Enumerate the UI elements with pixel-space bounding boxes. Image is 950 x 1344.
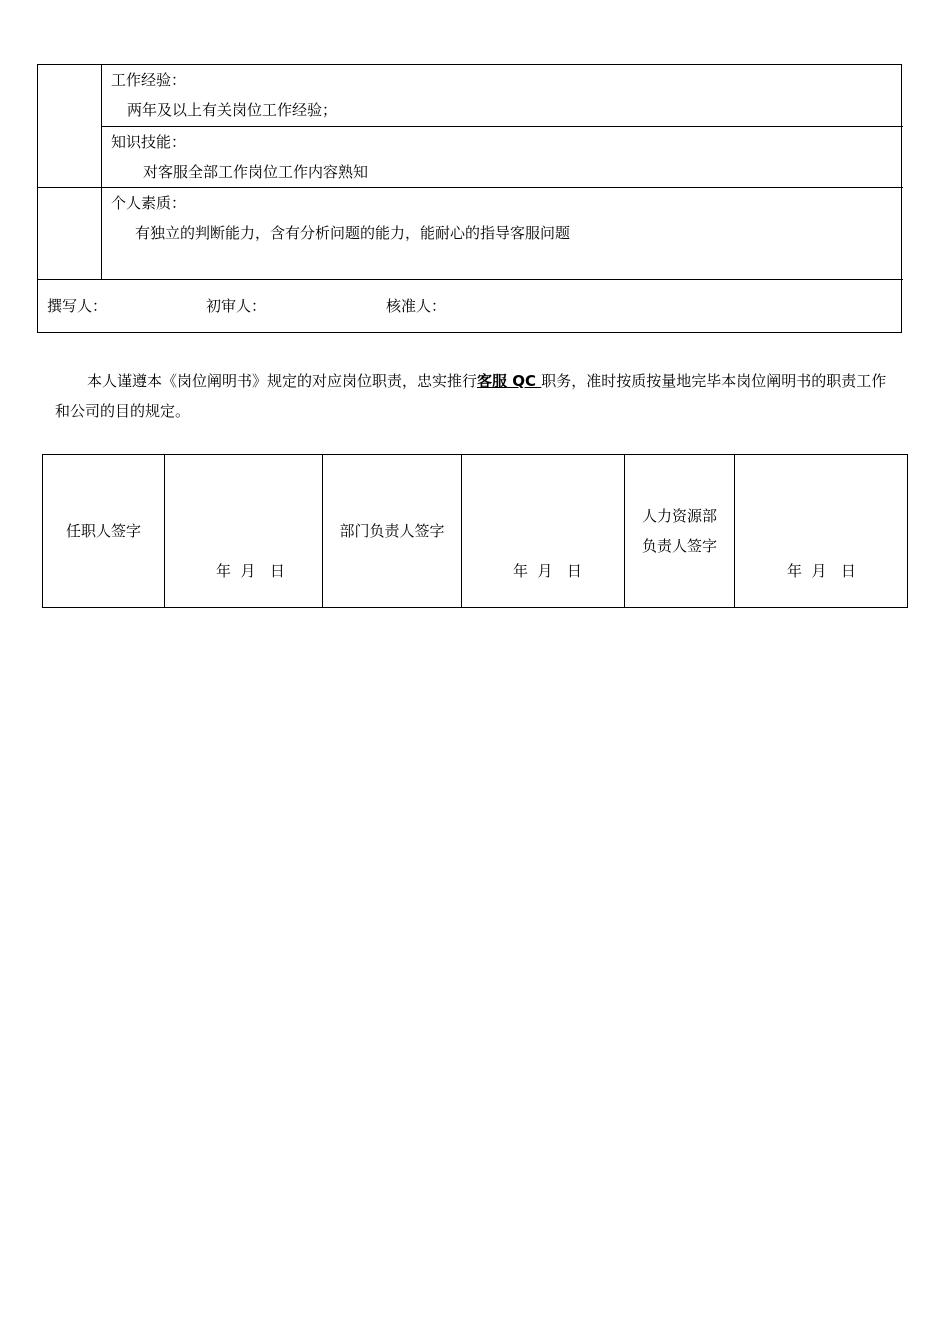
employee-signature-date: 年 月 日 xyxy=(216,562,285,580)
dept-signature-label: 部门负责人签字 xyxy=(339,522,445,540)
requirements-table xyxy=(37,64,902,333)
statement-after: 职务，准时按质按量地完毕本岗位阐明书的职责工作和公司的目的规定。 xyxy=(55,372,887,420)
approver-label: 核准人： xyxy=(386,297,447,315)
skills-title: 知识技能： xyxy=(111,133,187,151)
row-divider xyxy=(38,187,903,188)
dept-signature-date: 年 月 日 xyxy=(513,562,582,580)
signature-table xyxy=(42,454,908,608)
hr-signature-date: 年 月 日 xyxy=(787,562,856,580)
column-divider xyxy=(461,455,462,607)
reviewer-label: 初审人： xyxy=(206,297,267,315)
writer-label: 撰写人： xyxy=(47,297,108,315)
statement-before: 本人谨遵本《岗位阐明书》规定的对应岗位职责，忠实推行 xyxy=(87,372,478,390)
hr-signature-label-line1: 人力资源部 xyxy=(641,507,717,525)
skills-text: 对客服全部工作岗位工作内容熟知 xyxy=(143,163,369,181)
quality-text: 有独立的判断能力，含有分析问题的能力，能耐心的指导客服问题 xyxy=(135,224,571,242)
hr-signature-label-line2: 负责人签字 xyxy=(641,537,717,555)
employee-signature-label: 任职人签字 xyxy=(65,522,141,540)
column-divider xyxy=(164,455,165,607)
row-divider xyxy=(38,279,903,280)
experience-title: 工作经验： xyxy=(111,71,187,89)
row-divider xyxy=(101,126,903,127)
statement-paragraph xyxy=(55,366,900,426)
table-divider xyxy=(101,65,102,280)
quality-title: 个人素质： xyxy=(111,194,187,212)
column-divider xyxy=(734,455,735,607)
statement-position: 客服 QC xyxy=(477,372,542,390)
experience-text: 两年及以上有关岗位工作经验； xyxy=(127,101,338,119)
